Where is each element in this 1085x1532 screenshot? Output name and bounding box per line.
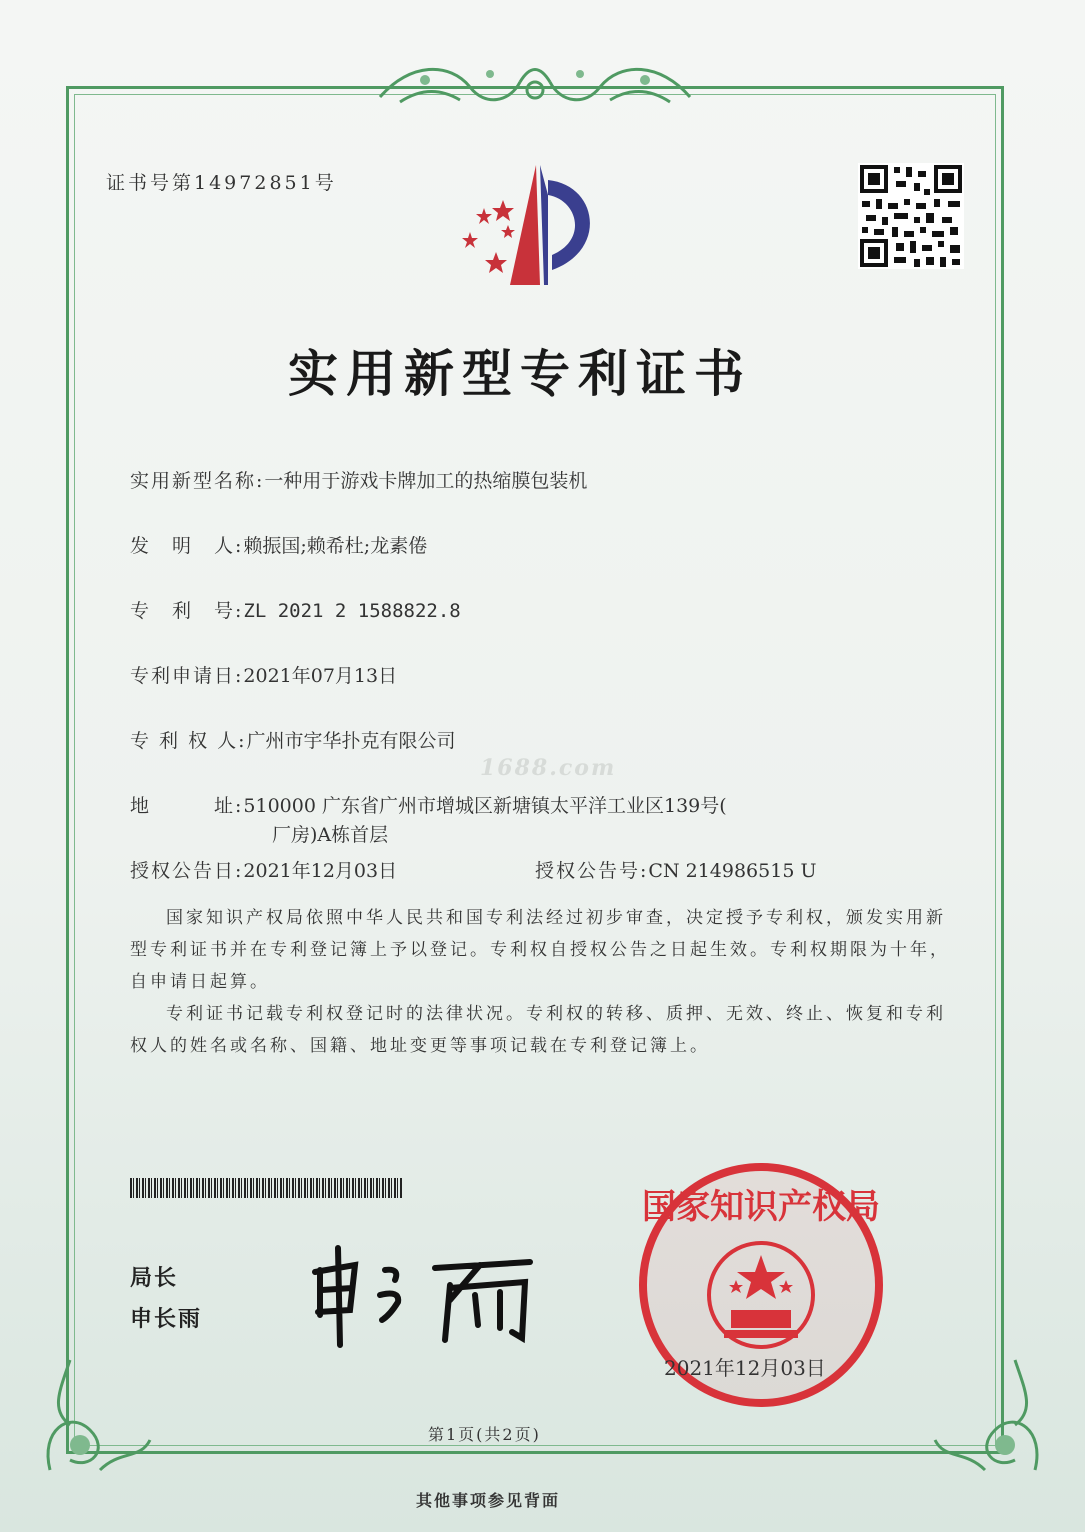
- legal-paragraph-2: 专利证书记载专利权登记时的法律状况。专利权的转移、质押、无效、终止、恢复和专利权人的姓名或名称、国籍、地址变更等事项记载在专利登记簿上。: [130, 1004, 946, 1056]
- patent-number-row: [130, 596, 461, 623]
- utility-model-name-value: 一种用于游戏卡牌加工的热缩膜包装机: [264, 470, 588, 492]
- signatory-name: 申长雨: [130, 1306, 203, 1332]
- address-value-line1: 510000 广东省广州市增城区新塘镇太平洋工业区139号(: [243, 795, 727, 817]
- patent-office-emblem-icon: [448, 160, 618, 290]
- address-row: [130, 791, 727, 818]
- grant-date-value: 2021年12月03日: [243, 860, 398, 882]
- inventor-value: 赖振国;赖希杜;龙素倦: [243, 535, 428, 557]
- utility-model-name-row: [130, 466, 587, 493]
- patentee-row: [130, 726, 456, 753]
- grant-number-value: CN 214986515 U: [648, 860, 817, 882]
- bottom-left-ornament: [30, 1350, 160, 1480]
- grant-number-label: 授权公告号:: [535, 860, 649, 882]
- grant-date-label: 授权公告日:: [130, 860, 244, 882]
- handwritten-signature: [300, 1240, 550, 1350]
- certificate-number: 证书号第14972851号: [106, 172, 337, 194]
- filing-date-label: 专利申请日:: [130, 665, 244, 687]
- filing-date-row: [130, 661, 397, 688]
- address-value-line2: 厂房)A栋首层: [272, 824, 389, 846]
- barcode: [130, 1178, 402, 1198]
- inventor-row: [130, 531, 427, 558]
- legal-paragraph-1: 国家知识产权局依照中华人民共和国专利法经过初步审查，决定授予专利权，颁发实用新型专利证书并在专利登记簿上予以登记。专利权自授权公告之日起生效。专利权期限为十年，自申请日起算。: [130, 908, 950, 992]
- top-ornament: [370, 52, 700, 112]
- watermark-text: 1688.com: [480, 755, 617, 781]
- bottom-right-ornament: [925, 1350, 1055, 1480]
- qr-code: [858, 163, 964, 269]
- seal-text: 国家知识产权局: [642, 1187, 880, 1227]
- patent-number-label: 专 利 号:: [130, 600, 244, 622]
- seal-date: 2021年12月03日: [664, 1356, 826, 1380]
- signatory-title: 局长: [130, 1265, 179, 1291]
- patent-number-value: ZL 2021 2 1588822.8: [243, 600, 461, 622]
- utility-model-name-label: 实用新型名称:: [130, 470, 265, 492]
- grant-date-row: [130, 856, 397, 883]
- certificate-title: 实用新型专利证书: [288, 344, 752, 403]
- grant-number-row: [535, 856, 816, 883]
- address-label: 地 址:: [130, 795, 244, 817]
- inventor-label: 发 明 人:: [130, 535, 244, 557]
- patentee-label: 专 利 权 人:: [130, 730, 247, 752]
- filing-date-value: 2021年07月13日: [243, 665, 398, 687]
- patentee-value: 广州市宇华扑克有限公司: [246, 730, 456, 752]
- back-note: 其他事项参见背面: [416, 1491, 561, 1510]
- page-info: 第1页(共2页): [428, 1425, 541, 1444]
